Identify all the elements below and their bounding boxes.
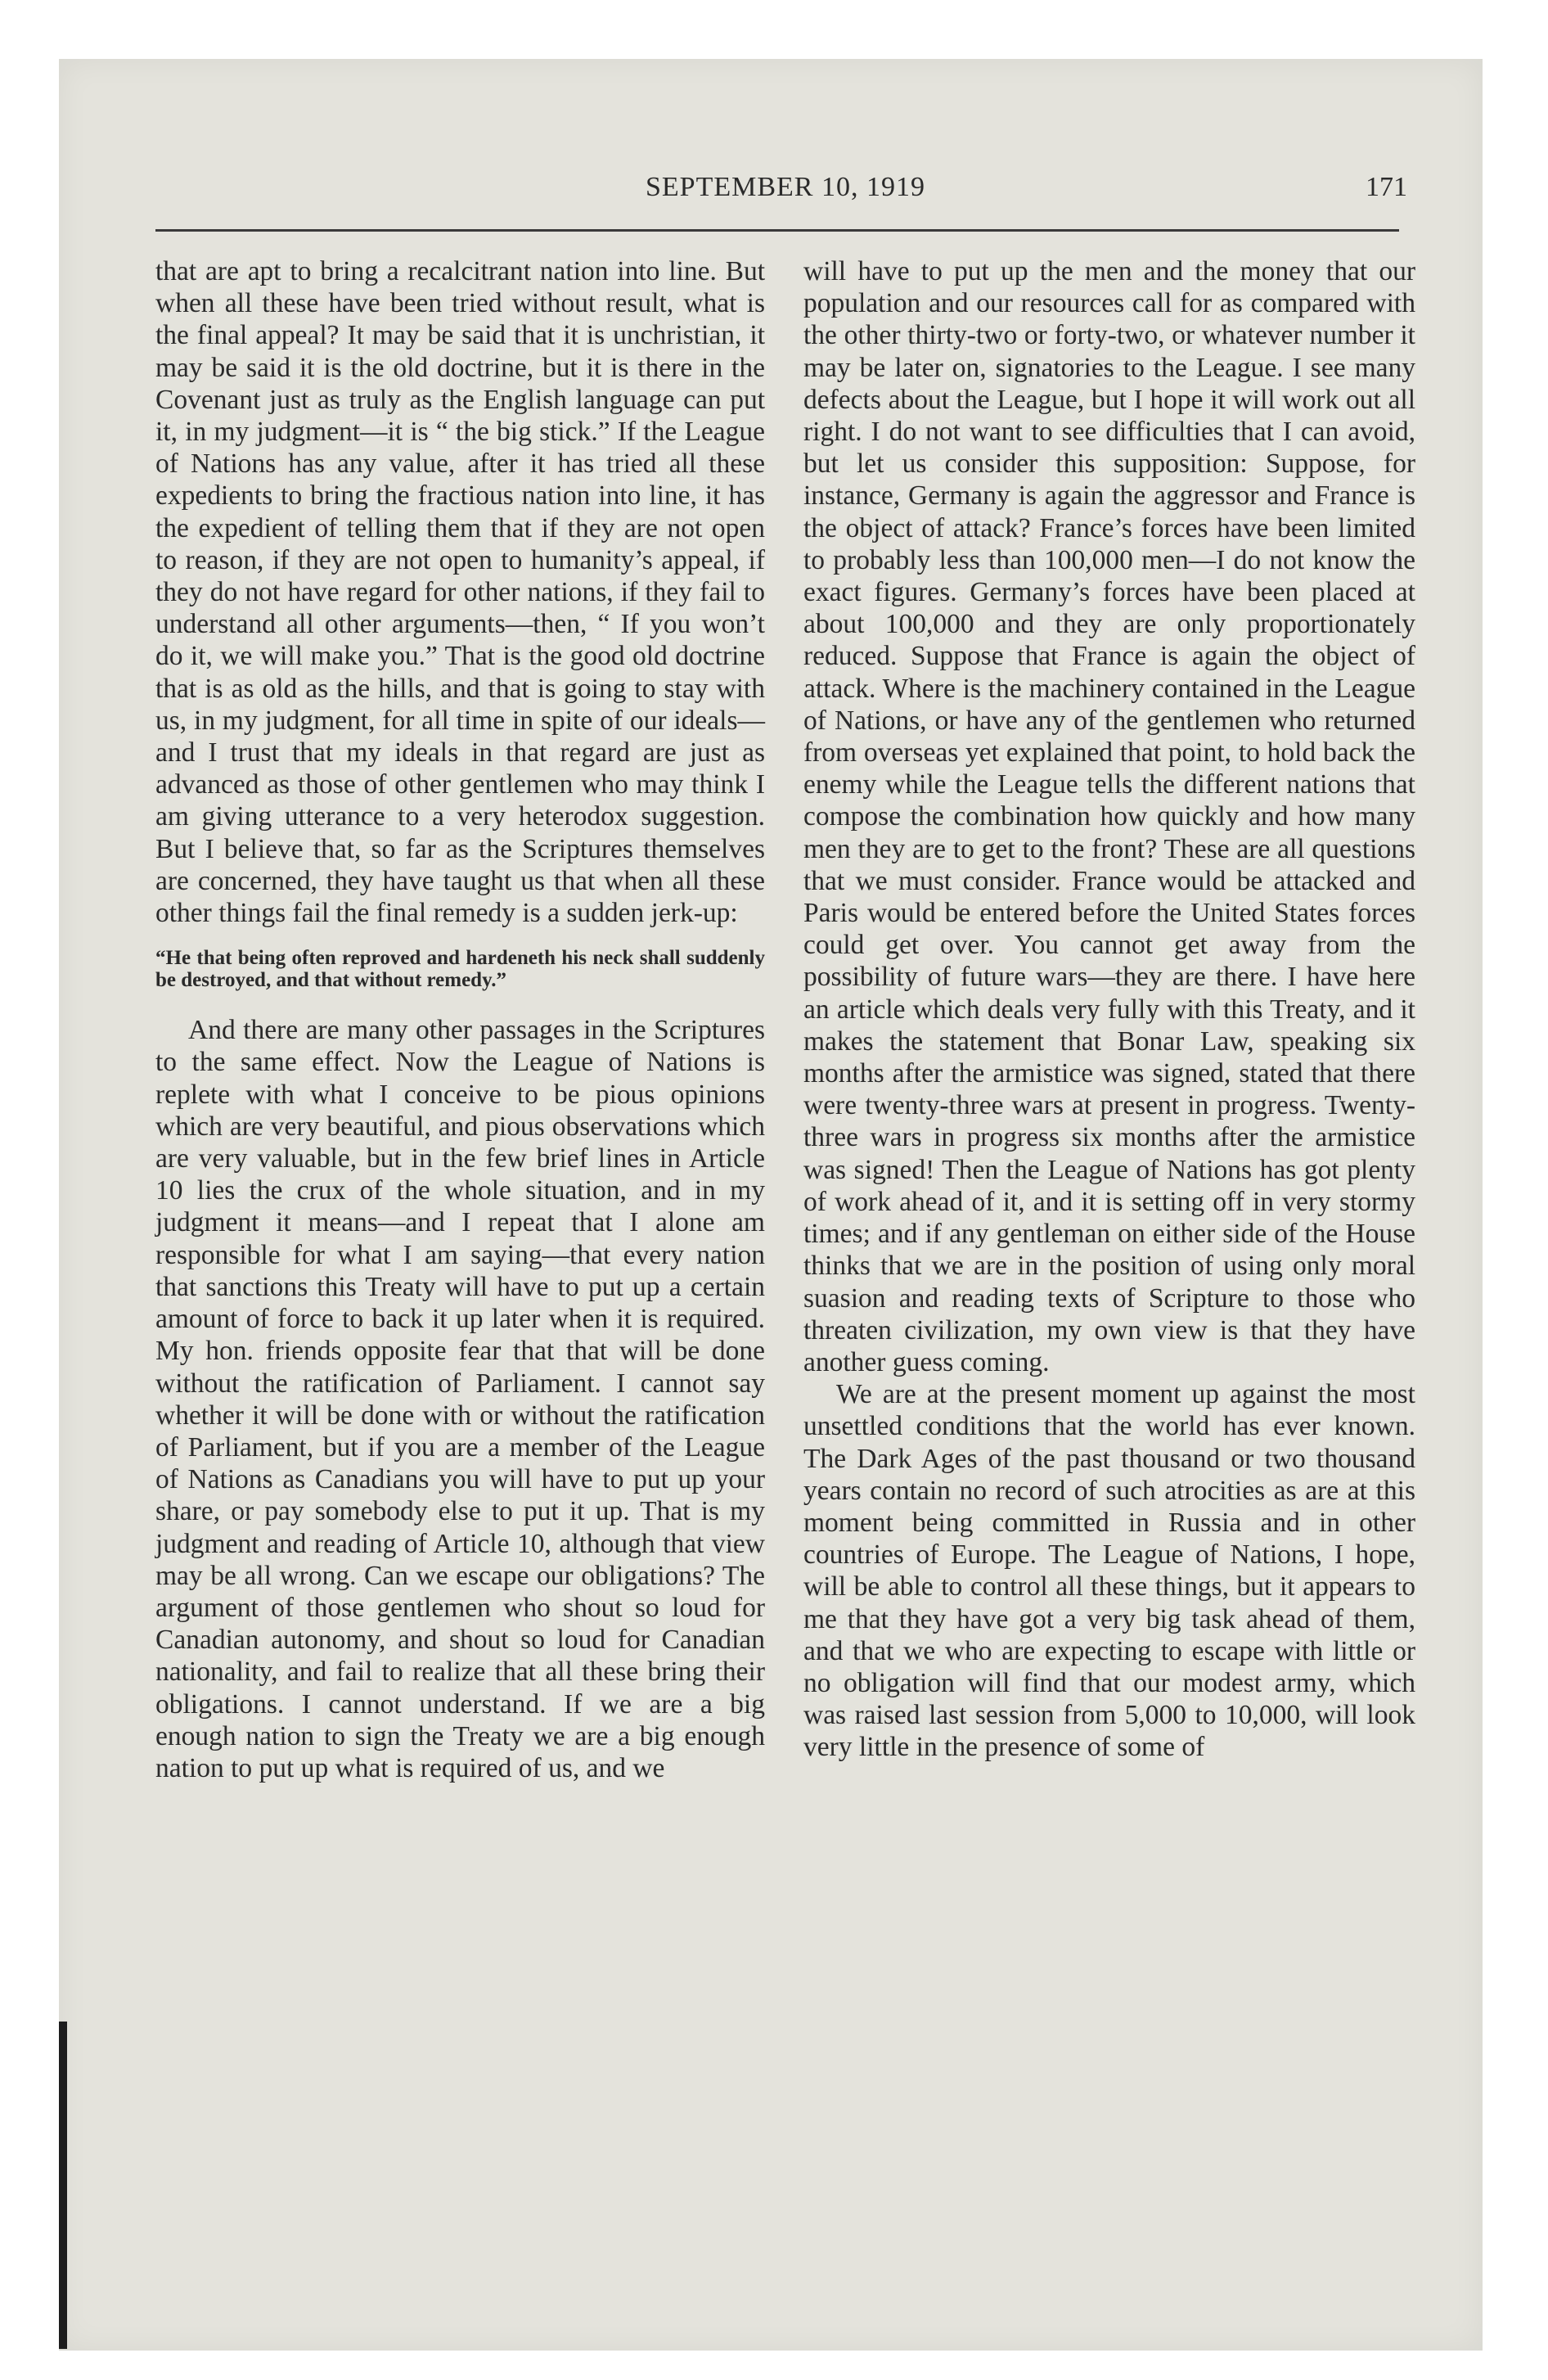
right-paragraph-1: will have to put up the men and the money that our population and our resources call for as compared with the other thirty-two or forty-two, or whatever number it may be later on, signatories to the League. I see many defects about the League, but I hope it will work out all right. I do not want to see difficulties that I can avoid, but let us consider this supposition: Suppose, for instance, Germany is again the aggressor and France is the object of attack? France’s forces have been limited to probably less than 100,000 men—I do not know the exact figures. Germany’s forces have been placed at about 100,000 and they are only proportionately reduced. Suppose that France is again the object of attack. Where is the machinery contained in the League of Nations, or have any of the gentlemen who returned from overseas yet explained that point, to hold back the enemy while the League tells the different nations that compose the combination how quickly and how many men they are to get to the front? These are all questions that we must consider. France would be attacked and Paris would be entered before the United States forces could get over. You cannot get away from the possibility of future wars—they are there. I have here an article which deals very fully with this Treaty, and it makes the statement that Bonar Law, speaking six months after the armistice was signed, stated that there were twenty-three wars at present in progress. Twenty-three wars in progress six months after the armistice was signed! Then the League of Nations has got plenty of work ahead of it, and it is setting off in very stormy times; and if any gentleman on either side of the House thinks that we are in the position of using only moral suasion and reading texts of Scripture to those who threaten civilization, my own view is that they have another guess coming.	[803, 256, 1415, 1377]
left-paragraph-2: And there are many other passages in the Scriptures to the same effect. Now the League of Nations is replete with what I conceive to be pious opinions which are very beautiful, and pious observations which are very valuable, but in the few brief lines in Article 10 lies the crux of the whole situation, and in my judgment it means—and I repeat that I alone am responsible for what I am saying—that every nation that sanctions this Treaty will have to put up a certain amount of force to back it up later when it is required. My hon. friends opposite fear that that will be done without the ratification of Parliament. I cannot say whether it will be done with or without the ratification of Parliament, but if you are a member of the League of Nations as Canadians you will have to put up your share, or pay somebody else to put it up. That is my judgment and reading of Article 10, although that view may be all wrong. Can we escape our obligations? The argument of those gentlemen who shout so loud for Canadian autonomy, and shout so loud for Canadian nationality, and fail to realize that all these bring their obligations. I cannot understand. If we are a big enough nation to sign the Treaty we are a big enough nation to put up what is required of us, and we	[155, 1015, 765, 1783]
right-paragraph-2: We are at the present moment up against the most unsettled conditions that the world has ever known. The Dark Ages of the past thousand or two thousand years contain no record of such atrocities as are at this moment being committed in Russia and in other countries of Europe. The League of Nations, I hope, will be able to control all these things, but it appears to me that they have got a very big task ahead of them, and that we who are expecting to escape with little or no obligation will find that our modest army, which was raised last session from 5,000 to 10,000, will look very little in the presence of some of	[803, 1379, 1415, 1763]
header-date: SEPTEMBER 10, 1919	[646, 172, 925, 202]
left-paragraph-1: that are apt to bring a recalcitrant nation into line. But when all these have been tried without result, what is the final appeal? It may be said that it is unchristian, it may be said it is the old doctrine, but it is there in the Covenant just as truly as the English language can put it, in my judgment—it is “ the big stick.” If the League of Nations has any value, after it has tried all these expedients to bring the fractious nation into line, it has the expedient of telling them that if they are not open to reason, if they are not open to humanity’s appeal, if they do not have regard for other nations, if they fail to understand all other arguments—then, “ If you won’t do it, we will make you.” That is the good old doctrine that is as old as the hills, and that is going to stay with us, in my judgment, for all time in spite of our ideals—and I trust that my ideals in that regard are just as advanced as those of other gentlemen who may think I am giving utterance to a very heterodox suggestion. But I believe that, so far as the Scriptures themselves are concerned, they have taught us that when all these other things fail the final remedy is a sudden jerk-up:	[155, 256, 765, 929]
scripture-quote: “He that being often reproved and hardeneth his neck shall suddenly be destroyed, and that without remedy.”	[155, 947, 765, 992]
right-column	[803, 255, 1415, 1764]
left-column	[155, 255, 765, 1784]
page-number: 171	[1366, 172, 1407, 202]
header-rule	[155, 229, 1399, 232]
